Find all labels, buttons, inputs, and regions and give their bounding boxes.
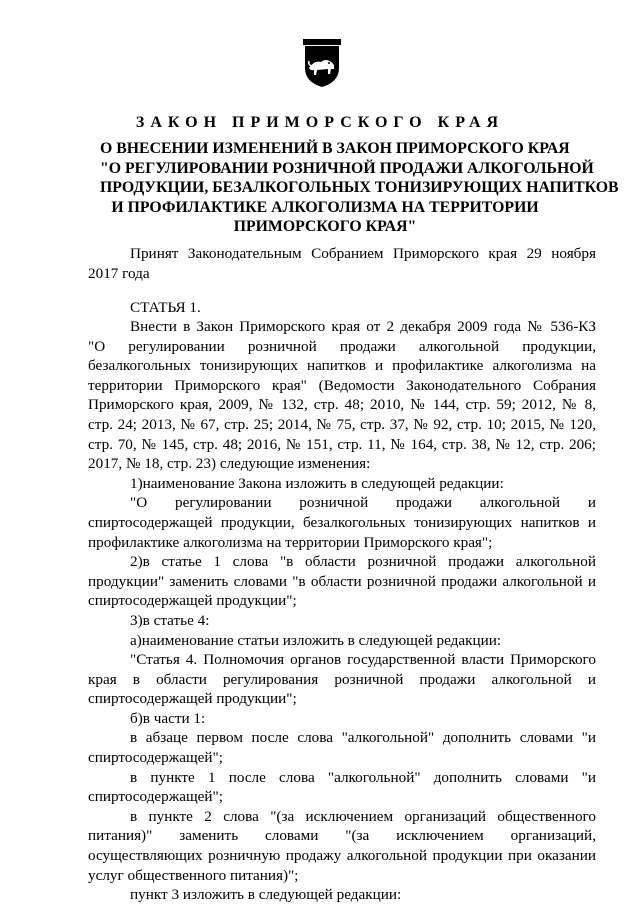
adoption-note	[88, 244, 596, 283]
body-line: края в области регулирования розничной продажи алкогольной и	[88, 670, 596, 688]
body-line: Приморского края, 2009, № 132, стр. 48; 2010, № 144, стр. 59; 2012, № 8,	[88, 396, 596, 414]
body-line: спиртосодержащей продукции, безалкогольных тонизирующих напитков и	[88, 513, 596, 531]
body-line: продукции" заменить словами "в области розничной продажи алкогольной и	[88, 572, 596, 590]
body-line: осуществляющих розничную продажу алкогольной продукции при оказании	[88, 847, 596, 865]
subtitle-line: ПРИМОРСКОГО КРАЯ"	[233, 218, 417, 235]
body-line: услуг общественного питания)";	[88, 866, 299, 884]
body-line: "О регулировании розничной продажи алкогольной продукции,	[88, 337, 596, 355]
law-title: ЗАКОН ПРИМОРСКОГО КРАЯ	[135, 114, 505, 131]
body-line: в пункте 1 после слова "алкогольной" дополнить словами "и	[130, 768, 596, 786]
body-line: в абзаце первом после слова "алкогольной" дополнить словами "и	[130, 729, 596, 747]
coat-of-arms-emblem	[302, 38, 342, 88]
body-line: пункт 3 изложить в следующей редакции:	[130, 886, 402, 904]
body-line: "Статья 4. Полномочия органов государственной власти Приморского	[130, 651, 596, 669]
body-line: стр. 24; 2013, № 67, стр. 25; 2014, № 75, стр. 37, № 92, стр. 10; 2015, № 120,	[88, 415, 596, 433]
body-line: в пункте 2 слова "(за исключением организаций общественного	[130, 807, 596, 825]
article-heading	[88, 298, 596, 318]
body-line: 2017, № 18, стр. 23) следующие изменения:	[88, 455, 371, 473]
article-body	[88, 317, 596, 905]
body-line: "О регулировании розничной продажи алкогольной и	[130, 494, 596, 512]
body-line: спиртосодержащей продукции";	[88, 690, 297, 708]
body-line: спиртосодержащей продукции";	[88, 592, 297, 610]
body-line: 1)наименование Закона изложить в следующей редакции:	[130, 474, 504, 492]
law-subtitle	[100, 139, 619, 237]
article-title: СТАТЬЯ 1.	[130, 299, 201, 316]
body-line: 2)в статье 1 слова "в области розничной продажи алкогольной	[130, 553, 596, 571]
body-line: 3)в статье 4:	[130, 611, 210, 629]
subtitle-line: И ПРОФИЛАКТИКЕ АЛКОГОЛИЗМА НА ТЕРРИТОРИИ	[111, 198, 539, 216]
body-line: безалкогольных тонизирующих напитков и профилактике алкоголизма на	[88, 357, 596, 375]
body-line: профилактике алкоголизма на территории Приморского края";	[88, 533, 493, 551]
body-line: б)в части 1:	[130, 709, 206, 727]
subtitle-line: О ВНЕСЕНИИ ИЗМЕНЕНИЙ В ЗАКОН ПРИМОРСКОГО КРАЯ	[100, 140, 570, 157]
adoption-line: Принят Законодательным Собранием Приморского края 29 ноября	[130, 245, 596, 262]
body-line: спиртосодержащей";	[88, 749, 223, 767]
subtitle-line: ПРОДУКЦИИ, БЕЗАЛКОГОЛЬНЫХ ТОНИЗИРУЮЩИХ НАПИТКОВ	[100, 179, 619, 196]
body-line: территории Приморского края" (Ведомости Законодательного Собрания	[88, 376, 596, 394]
body-line: а)наименование статьи изложить в следующей редакции:	[130, 631, 502, 649]
subtitle-line: "О РЕГУЛИРОВАНИИ РОЗНИЧНОЙ ПРОДАЖИ АЛКОГОЛЬНОЙ	[100, 159, 594, 177]
body-line: Внести в Закон Приморского края от 2 декабря 2009 года № 536-КЗ	[130, 318, 596, 335]
body-line: стр. 70, № 145, стр. 48; 2016, № 151, стр. 11, № 164, стр. 38, № 12, стр. 206;	[88, 435, 596, 453]
body-line: спиртосодержащей";	[88, 788, 223, 806]
body-line: питания)" заменить словами "(за исключением организаций,	[88, 827, 596, 845]
adoption-line: 2017 года	[88, 264, 150, 282]
